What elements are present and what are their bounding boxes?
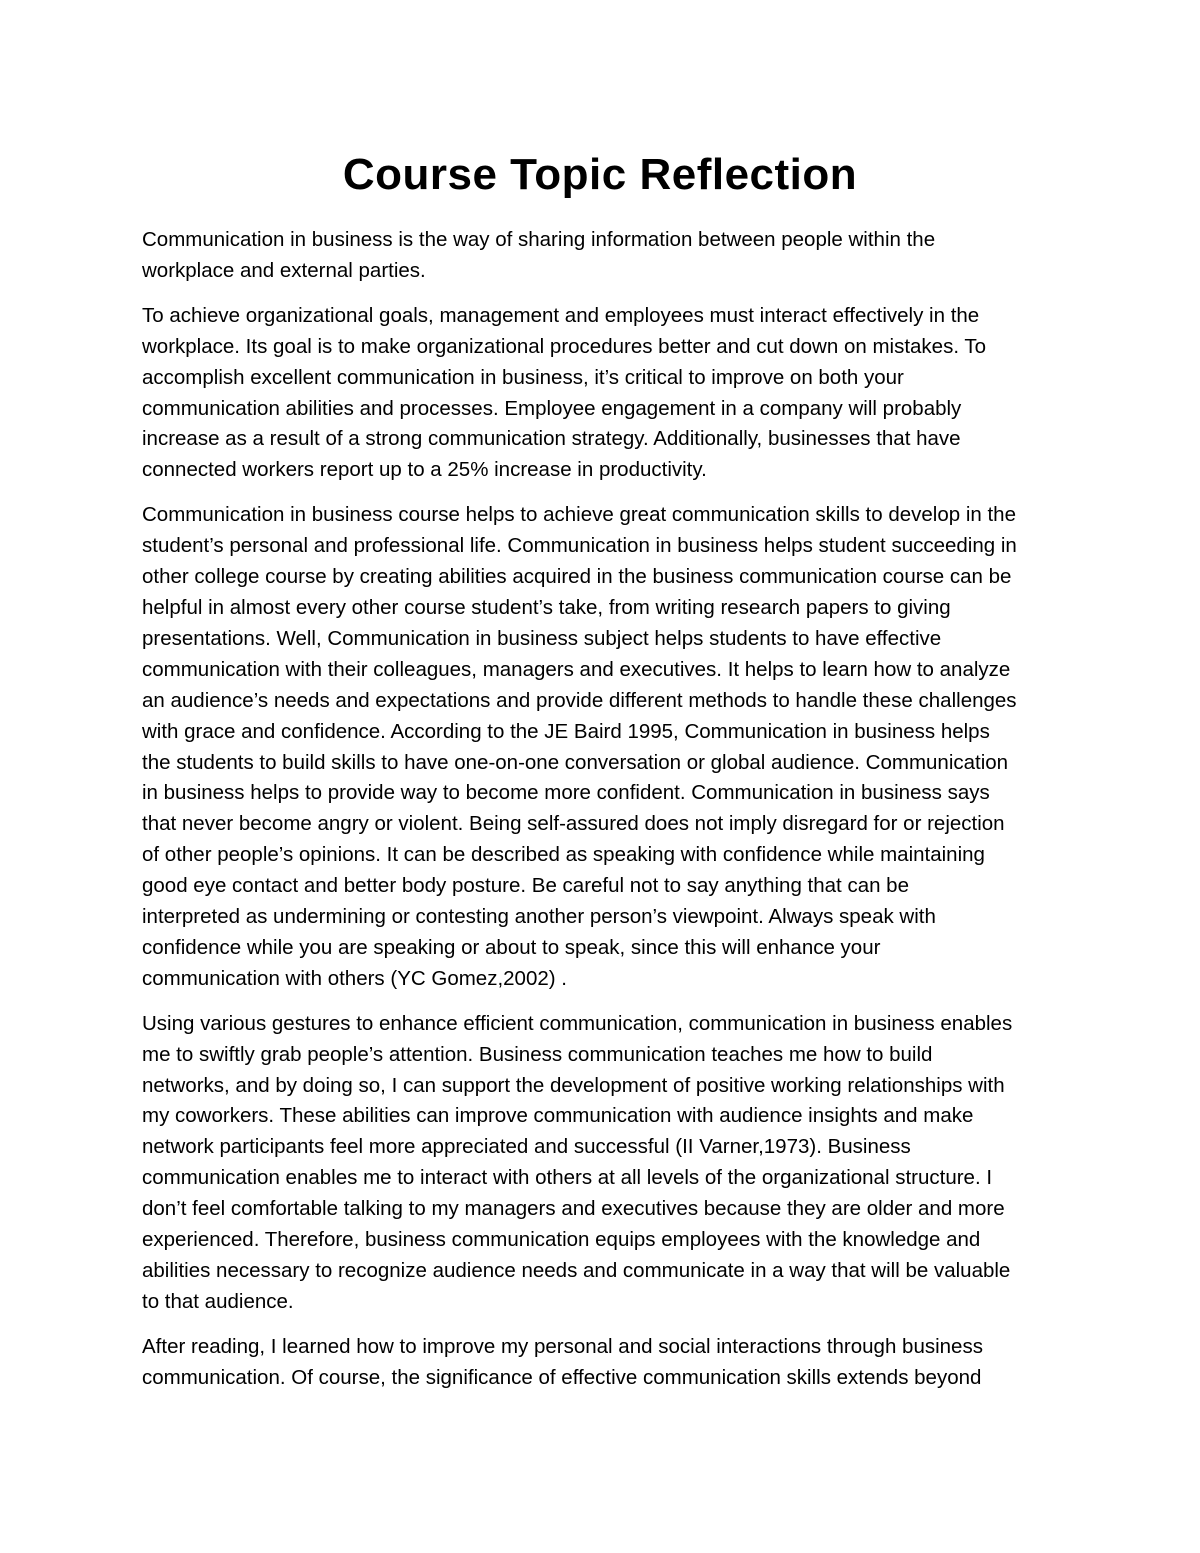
paragraph-5: After reading, I learned how to improve my personal and social interactions through business communication. Of course, the significance of effective communication skills extends beyond — [142, 1334, 983, 1389]
paragraph-3: Communication in business course helps to achieve great communication skills to develop in the student’s personal and professional life. Communication in business helps student succeeding in other college course by creating abilities acquired in the business communication course can be helpful in almost every other course student’s take, from writing research papers to giving presentations. Well, Communication in business subject helps students to have effective communication with their colleagues, managers and executives. It helps to learn how to analyze an audience’s needs and expectations and provide different methods to handle these challenges with grace and confidence. According to the JE Baird 1995, Communication in business helps the students to build skills to have one-on-one conversation or global audience. Communication in business helps to provide way to become more confident. Communication in business says that never become angry or violent. Being self-assured does not imply disregard for or rejection of other people’s opinions. It can be described as speaking with confidence while maintaining good eye contact and better body posture. Be careful not to say anything that can be interpreted as undermining or contesting another person’s viewpoint. Always speak with confidence while you are speaking or about to speak, since this will enhance your communication with others (YC Gomez,2002) . — [142, 503, 1017, 990]
document-title: Course Topic Reflection — [342, 150, 858, 199]
paragraph-1: Communication in business is the way of sharing information between people within the workplace and external parties. — [142, 228, 936, 282]
paragraph-2: To achieve organizational goals, management and employees must interact effectively in the workplace. Its goal is to make organizational procedures better and cut down on mistakes. To accomplish excellent communication in business, it’s critical to improve on both your communication abilities and processes. Employee engagement in a company will probably increase as a result of a strong communication strategy. Additionally, businesses that have connected workers report up to a 25% increase in productivity. — [142, 303, 986, 482]
paragraph-4: Using various gestures to enhance efficient communication, communication in business enables me to swiftly grab people’s attention. Business communication teaches me how to build networks, and by doing so, I can support the development of positive working relationships with my coworkers. These abilities can improve communication with audience insights and make network participants feel more appreciated and successful (II Varner,1973). Business communication enables me to interact with others at all levels of the organizational structure. I don’t feel comfortable talking to my managers and executives because they are older and more experienced. Therefore, business communication equips employees with the knowledge and abilities necessary to recognize audience needs and communicate in a way that will be valuable to that audience. — [142, 1011, 1013, 1313]
document-body — [142, 225, 1062, 1408]
